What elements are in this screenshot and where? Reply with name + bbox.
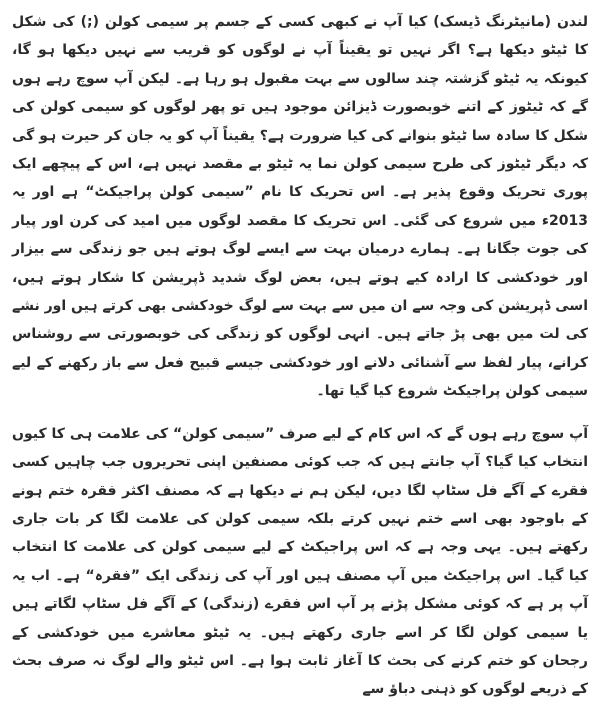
paragraph-spacer	[12, 406, 588, 420]
article-paragraph-2: آپ سوچ رہے ہوں گے کہ اس کام کے لیے صرف ”سیمی کولن“ کی علامت ہی کا کیوں انتخاب کیا گیا؟ آپ جانتے ہیں کہ جب کوئی مصنفین اپنی تحریروں جب چاہیں کسی فقرے کے آگے فل سٹاپ لگا دیں، لیکن ہم نے دیکھا ہے کہ مصنف اکثر فقرہ ختم ہونے کے باوجود بھی اسے ختم نہیں کرتے بلکہ سیمی کولن کی علامت لگا کر بات جاری رکھتے ہیں۔ یہی وجہ ہے کہ اس پراجیکٹ کے لیے سیمی کولن کی علامت کا انتخاب کیا گیا۔ اس پراجیکٹ میں آپ مصنف ہیں اور آپ کی زندگی ایک ”فقرہ“ ہے۔ اب یہ آپ پر ہے کہ کوئی مشکل پڑنے پر آپ اس فقرے (زندگی) کے آگے فل سٹاپ لگاتے ہیں یا سیمی کولن لگا کر اسے جاری رکھتے ہیں۔ یہ ٹیٹو معاشرے میں خودکشی کے رجحان کو ختم کرنے کی بحث کا آغاز ثابت ہوا ہے۔ اس ٹیٹو والے لوگ نہ صرف بحث کے ذریعے لوگوں کو ذہنی دباؤ سے	[12, 425, 588, 698]
article-paragraph-1: لندن (مانیٹرنگ ڈیسک) کیا آپ نے کبھی کسی کے جسم پر سیمی کولن (;) کی شکل کا ٹیٹو دیکھا ہے؟ اگر نہیں تو یقیناً آپ نے لوگوں کو قریب سے نہیں دیکھا ہو گا، کیونکہ یہ ٹیٹو گزشتہ چند سالوں سے بہت مقبول ہو رہا ہے۔ لیکن آپ سوچ رہے ہوں گے کہ ٹیٹوز کے اتنے خوبصورت ڈیزائن موجود ہیں تو پھر لوگوں کو سیمی کولن کی شکل کا سادہ سا ٹیٹو بنوانے کی کیا ضرورت ہے؟ یقیناً آپ کو یہ جان کر حیرت ہو گی کہ دیگر ٹیٹوز کی طرح سیمی کولن نما یہ ٹیٹو بے مقصد نہیں ہے، اس کے پیچھے ایک پوری تحریک وقوع پذیر ہے۔ اس تحریک کا نام ”سیمی کولن پراجیکٹ“ ہے اور یہ 2013ء میں شروع کی گئی۔ اس تحریک کا مقصد لوگوں میں امید کی کرن اور پیار کی جوت جگانا ہے۔ ہمارے درمیان بہت سے ایسے لوگ ہوتے ہیں جو زندگی سے بیزار اور خودکشی کا ارادہ کیے ہوتے ہیں، بعض لوگ شدید ڈپریشن کا شکار ہوتے ہیں، اسی ڈپریشن کی وجہ سے ان میں سے بہت سے لوگ خودکشی بھی کرتے ہیں اور نشے کی لت میں بھی پڑ جاتے ہیں۔ انہی لوگوں کو زندگی کی خوبصورتی سے روشناس کرانے، پیار لفظ سے آشنائی دلانے اور خودکشی جیسے قبیح فعل سے باز رکھنے کے لیے سیمی کولن پراجیکٹ شروع کیا گیا تھا۔	[12, 14, 588, 400]
